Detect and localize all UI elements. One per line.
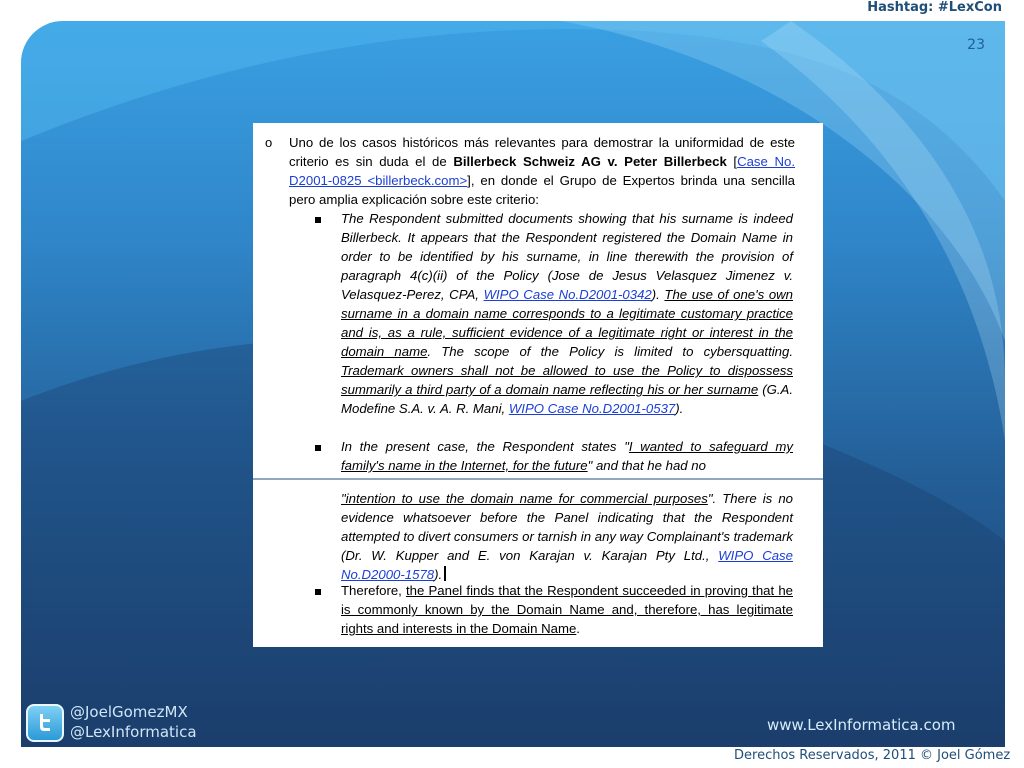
bullet-respondent-documents [341,209,793,418]
twitter-handle-joelgomezmx[interactable]: @JoelGomezMX [70,703,188,721]
wipo-link-d2001-0537[interactable]: WIPO Case No.D2001-0537 [508,401,676,416]
intro-paragraph [289,133,795,209]
bullet-present-case-continued [341,489,793,584]
bullet3-underlined: the Panel finds that the Respondent succeeded in proving that he is commonly known by the Domain Name and, therefore, has legitimate rights and interests in the Domain Name [341,583,793,636]
bullet2-underlined: I wanted to safeguard my family's name in the Internet, for the future [341,439,793,473]
hashtag-label: Hashtag: #LexCon [867,0,1002,15]
intro-text-3: ], en donde el Grupo de Expertos brinda una sencilla pero amplia explicación sobre este criterio: [289,173,795,207]
bullet2-text-2: " and that he had no [587,458,706,473]
case-parties: Billerbeck Schweiz AG v. Peter Billerbeck [453,154,727,169]
intro-text-1: Uno de los casos históricos más relevantes para demostrar la uniformidad de este criterio es sin duda el de [289,135,795,169]
slide [21,21,1005,747]
bullet-present-case [341,437,793,473]
slide-number: 23 [967,37,985,53]
circle-bullet-icon: o [265,135,273,150]
bullet1-text-3: . The scope of the Policy is limited to cybersquatting. [427,344,794,359]
wipo-link-d2001-0342[interactable]: WIPO Case No.D2001-0342 [483,287,652,302]
bullet1-underlined-1: The use of one's own surname in a domain name corresponds to a legitimate customary practice and is, as a rule, sufficient evidence of a legitimate right or interest in the domain name [341,287,794,359]
bullet2-cont-text-2: ). [434,567,443,582]
bullet1-text-5: ). [675,401,684,416]
text-cursor [444,566,446,581]
bullet2-text-1: In the present case, the Respondent states " [341,439,629,454]
bullet2-cont-text-1: ". There is no evidence whatsoever before the Panel indicating that the Respondent attempted to divert consumers or tarnish in any way Complainant's trademark (Dr. W. Kupper and E. von Karajan v. Karajan Pty Ltd., [341,491,793,563]
case-link[interactable]: Case No. D2001-0825 <billerbeck.com> [289,154,795,188]
bullet3-text-1: Therefore, [341,583,407,598]
wipo-link-d2000-1578[interactable]: WIPO Case No.D2000-1578 [341,548,793,582]
bullet1-text-2: ). [651,287,665,302]
bullet3-text-2: . [576,621,580,636]
bullet1-underlined-2: Trademark owners shall not be allowed to use the Policy to dispossess summarily a third party of a domain name reflecting his or her surname [341,363,793,397]
bullet1-text-4: (G.A. Modefine S.A. v. A. R. Mani, [341,382,794,416]
square-bullet-icon [315,445,321,451]
document-excerpt [253,123,823,647]
bullet2-cont-underlined: "intention to use the domain name for commercial purposes [341,491,708,506]
bullet1-text-1: The Respondent submitted documents showing that his surname is indeed Billerbeck. It appears that the Respondent registered the Domain Name in order to be identified by his surname, in line therewith the provision of paragraph 4(c)(ii) of the Policy (Jose de Jesus Velasquez Jimenez v. Velasquez-Perez, CPA, [341,211,793,302]
page-break-line [253,478,823,480]
square-bullet-icon [315,217,321,223]
bullet-therefore [341,581,793,638]
square-bullet-icon [315,589,321,595]
website-link[interactable]: www.LexInformatica.com [767,716,956,734]
twitter-bird-icon [26,704,64,742]
copyright-notice: Derechos Reservados, 2011 © Joel Gómez [734,748,1011,763]
twitter-handle-lexinformatica[interactable]: @LexInformatica [70,723,197,741]
intro-text-2: [ [726,154,738,169]
